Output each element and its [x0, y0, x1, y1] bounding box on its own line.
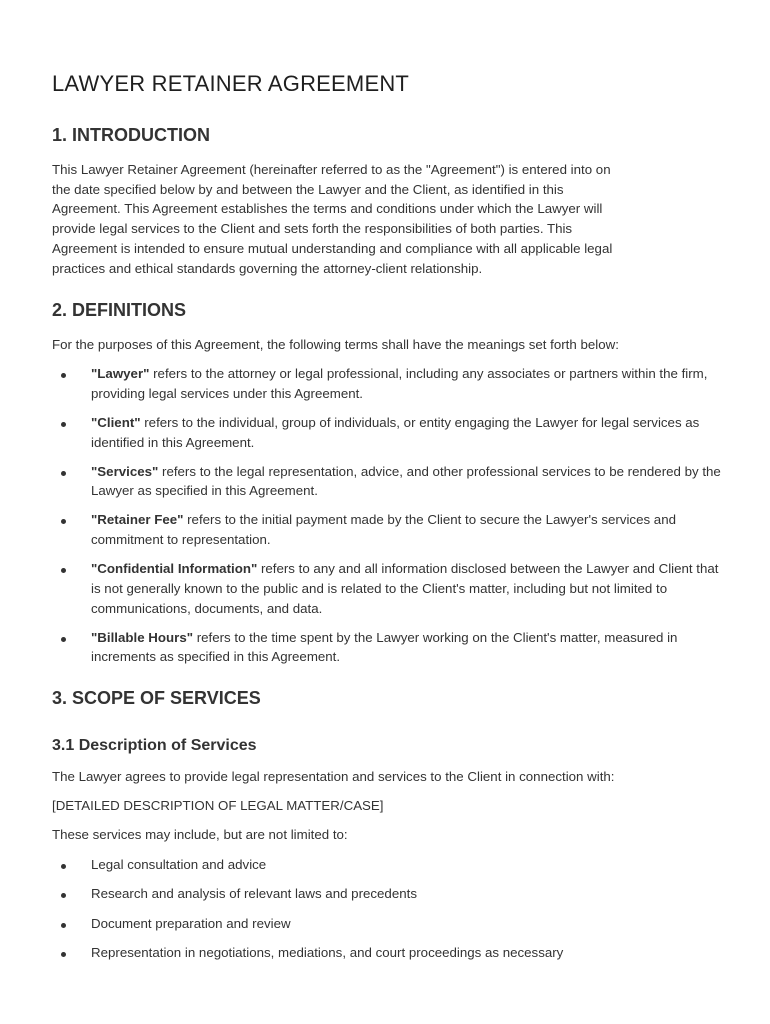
- scope-intro: The Lawyer agrees to provide legal representation and services to the Client in connection with:: [52, 769, 615, 784]
- definitions-intro: For the purposes of this Agreement, the following terms shall have the meanings set forth below:: [52, 337, 619, 352]
- bullet-icon: [61, 864, 66, 869]
- bullet-icon: [61, 637, 66, 642]
- bullet-icon: [61, 923, 66, 928]
- services-list-intro: These services may include, but are not limited to:: [52, 827, 348, 842]
- service-item-text: Research and analysis of relevant laws and precedents: [91, 886, 417, 902]
- definition-item-retainer-fee: [52, 510, 728, 549]
- bullet-icon: [61, 471, 66, 476]
- section-heading-scope: 3. SCOPE OF SERVICES: [52, 688, 261, 708]
- definition-text: refers to any and all information disclosed between the Lawyer and Client that is not generally known to the public and is related to the Client's matter, including but not limited to communications, documents, and data.: [91, 561, 719, 616]
- definition-term: "Billable Hours": [91, 629, 194, 645]
- service-item: [52, 943, 728, 963]
- bullet-icon: [61, 568, 66, 573]
- definition-term: "Services": [91, 463, 159, 479]
- bullet-icon: [61, 519, 66, 524]
- service-item-text: Legal consultation and advice: [91, 857, 267, 872]
- introduction-line: Agreement. This Agreement establishes the terms and conditions under which the Lawyer will: [52, 201, 603, 217]
- subsection-heading-description: 3.1 Description of Services: [52, 737, 257, 754]
- matter-placeholder: [DETAILED DESCRIPTION OF LEGAL MATTER/CASE]: [52, 798, 384, 813]
- service-item: [52, 884, 728, 904]
- introduction-line: Agreement is intended to ensure mutual understanding and compliance with all applicable legal: [52, 240, 613, 256]
- introduction-line: the date specified below by and between the Lawyer and the Client, as identified in this: [52, 181, 564, 197]
- section-heading-introduction: 1. INTRODUCTION: [52, 125, 211, 145]
- service-item: [52, 914, 728, 934]
- definition-term: "Client": [91, 414, 141, 430]
- definition-term: "Retainer Fee": [91, 512, 184, 528]
- introduction-line: provide legal services to the Client and sets forth the responsibilities of both parties. This: [52, 221, 573, 237]
- section-heading-definitions: 2. DEFINITIONS: [52, 300, 187, 320]
- bullet-icon: [61, 422, 66, 427]
- definitions-list: [52, 364, 728, 667]
- introduction-line: This Lawyer Retainer Agreement (hereinafter referred to as the "Agreement") is entered into on: [52, 162, 611, 177]
- definition-text: refers to the initial payment made by the Client to secure the Lawyer's services and commitment to representation.: [91, 512, 676, 548]
- introduction-paragraph: [52, 160, 612, 278]
- definition-text: refers to the time spent by the Lawyer working on the Client's matter, measured in increments as specified in this Agreement.: [91, 629, 678, 665]
- bullet-icon: [61, 373, 66, 378]
- definition-item-billable-hours: [52, 628, 728, 667]
- service-item-text: Representation in negotiations, mediations, and court proceedings as necessary: [91, 944, 564, 960]
- services-list: [52, 855, 728, 963]
- definition-item-lawyer: [52, 364, 728, 403]
- definition-text: refers to the individual, group of individuals, or entity engaging the Lawyer for legal services as identified in this Agreement.: [91, 414, 700, 450]
- bullet-icon: [61, 893, 66, 898]
- definition-item-confidential-information: [52, 559, 728, 618]
- service-item-text: Document preparation and review: [91, 915, 291, 931]
- service-item: [52, 855, 728, 875]
- definition-term: "Confidential Information": [91, 561, 258, 577]
- definition-text: refers to the attorney or legal professional, including any associates or partners within the firm, providing legal services under this Agreement.: [91, 366, 708, 401]
- definition-item-services: [52, 462, 728, 501]
- definition-term: "Lawyer": [91, 366, 150, 381]
- bullet-icon: [61, 952, 66, 957]
- document-title: LAWYER RETAINER AGREEMENT: [52, 71, 410, 96]
- definition-text: refers to the legal representation, advice, and other professional services to be rendered by the Lawyer as specified in this Agreement.: [91, 463, 721, 499]
- introduction-line: practices and ethical standards governing the attorney-client relationship.: [52, 260, 483, 276]
- definition-item-client: [52, 413, 728, 452]
